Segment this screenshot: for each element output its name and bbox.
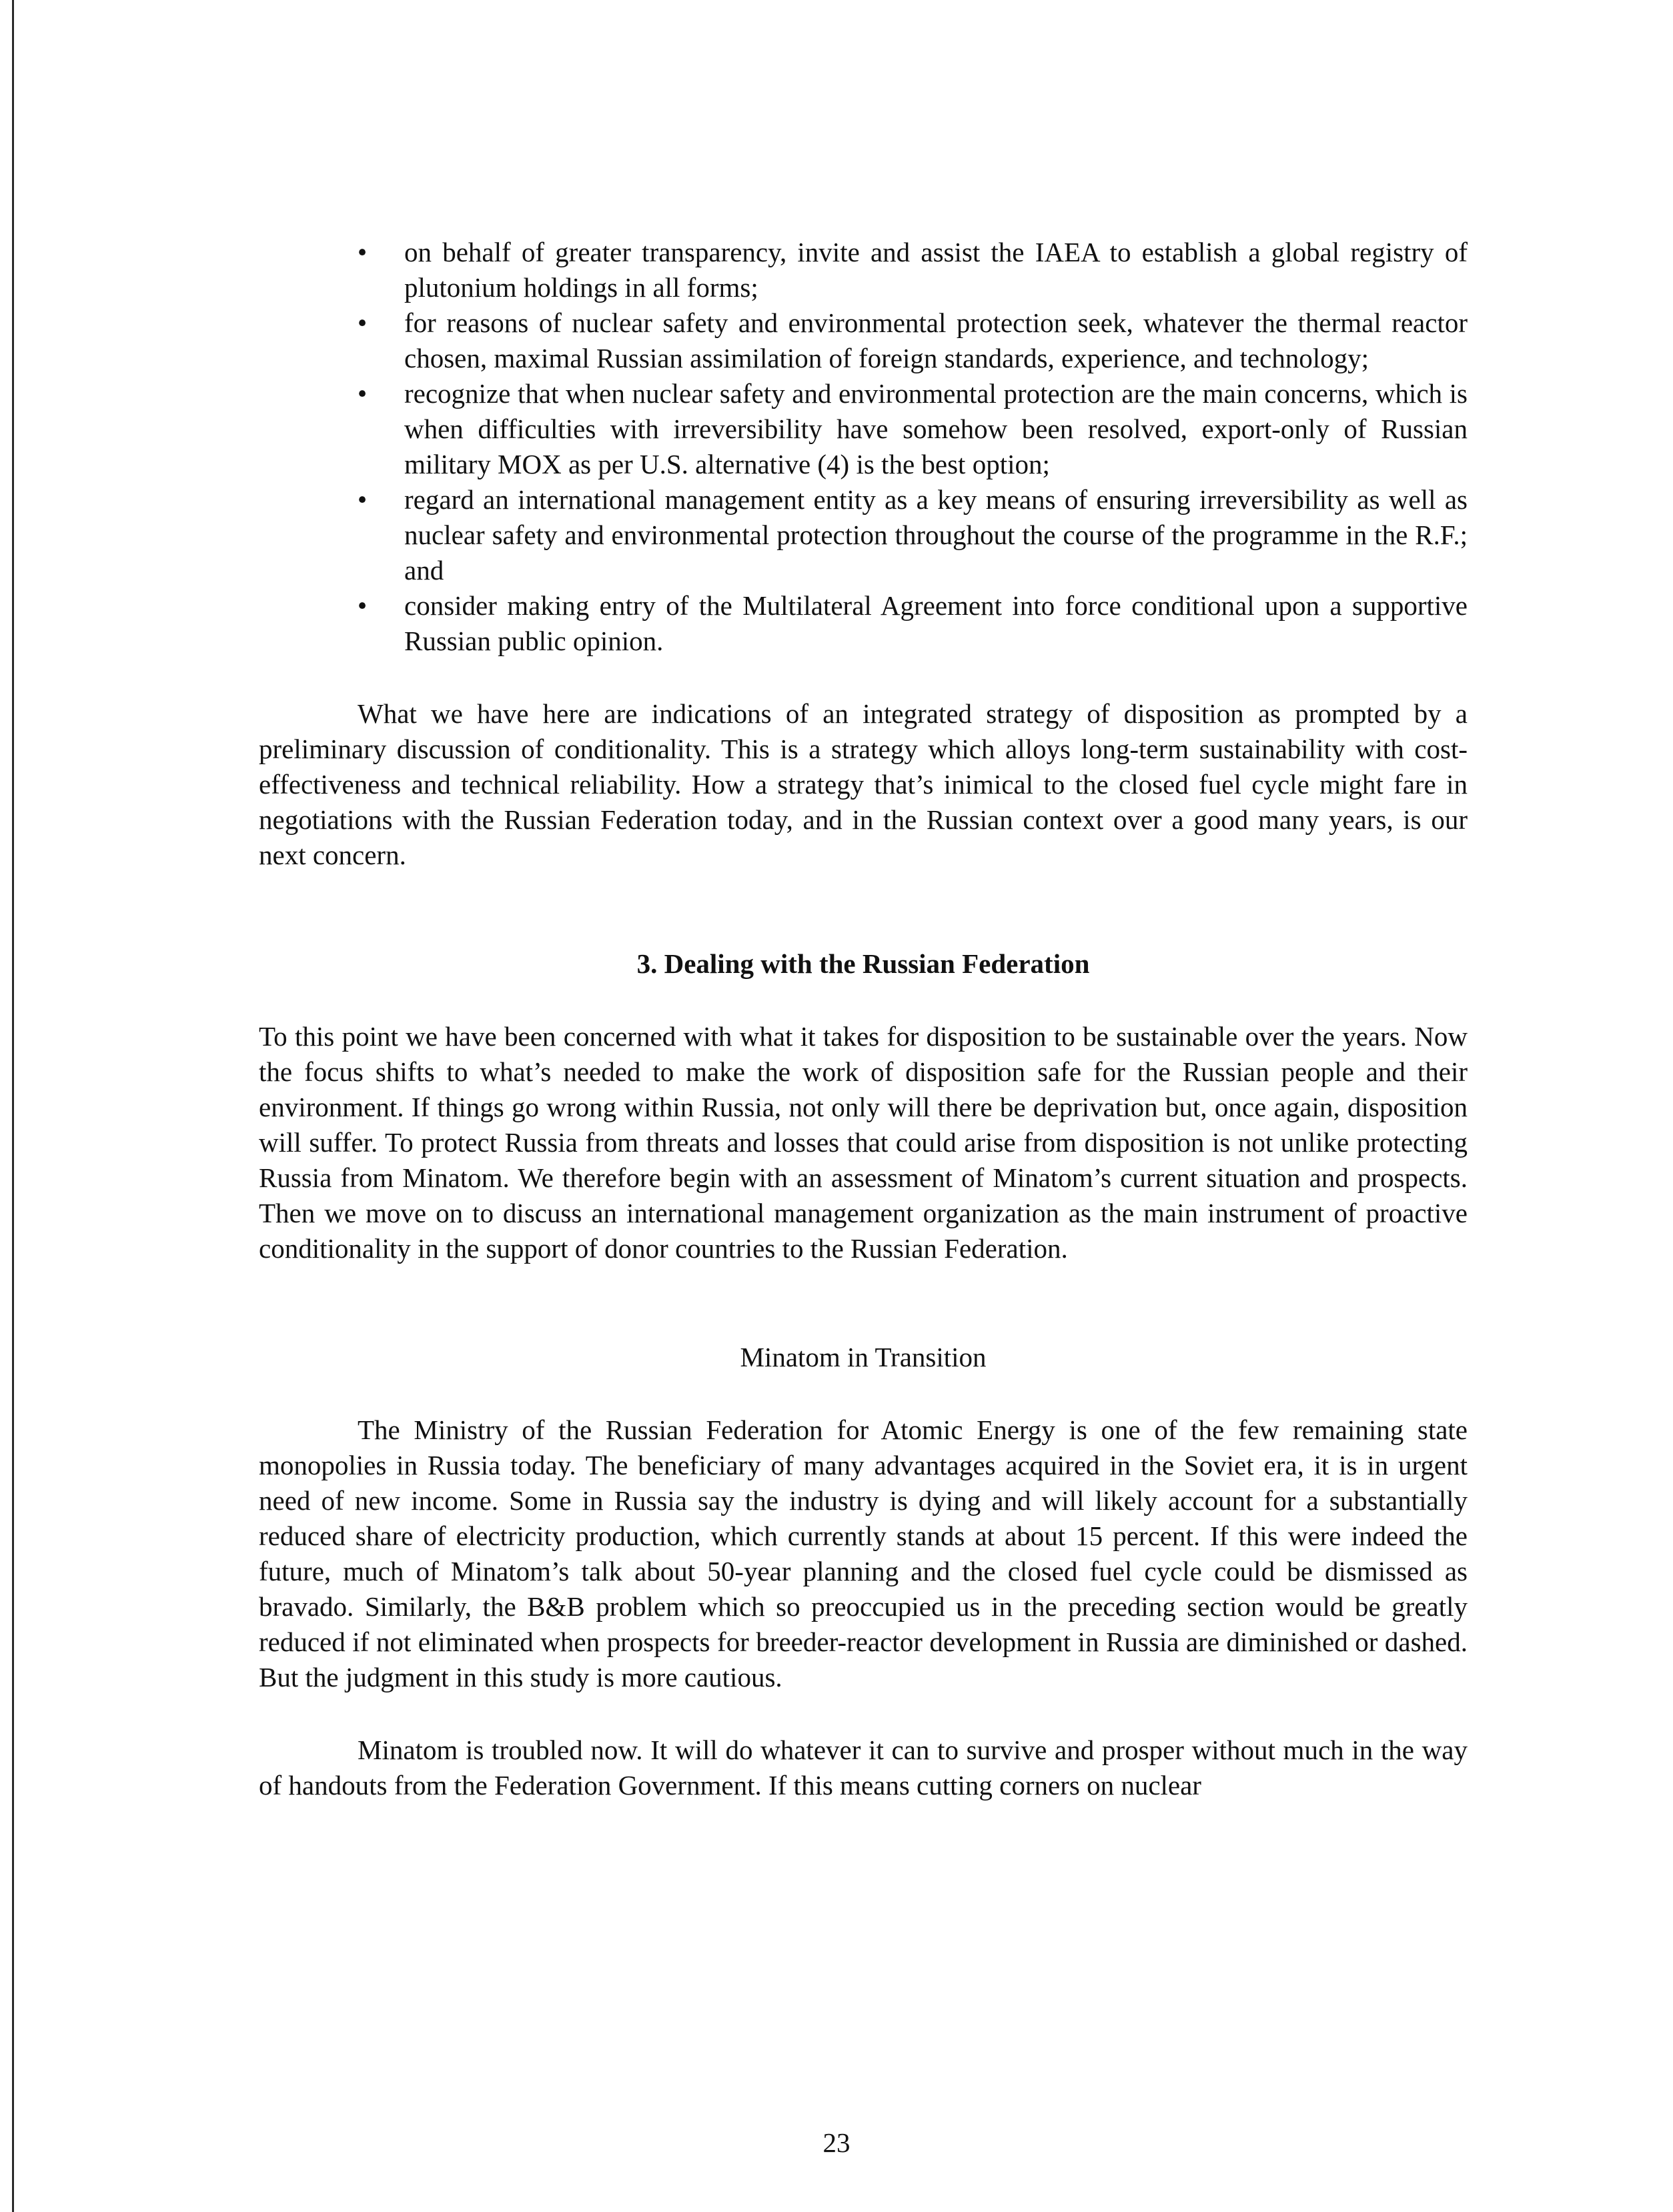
list-item xyxy=(357,305,1468,376)
list-item xyxy=(357,482,1468,588)
bullet-icon: • xyxy=(357,590,368,621)
list-item-text: recognize that when nuclear safety and environmental protection are the main concerns, which is when difficulties with irreversibility have somehow been resolved, export-only of Russian military MOX as per U.S. alternative (4) is the best option; xyxy=(404,378,1468,479)
bullet-icon: • xyxy=(357,237,368,267)
bullet-icon: • xyxy=(357,378,368,409)
minatom-paragraph: The Ministry of the Russian Federation for Atomic Energy is one of the few remaining state monopolies in Russia today. The beneficiary of many advantages acquired in the Soviet era, it is in urgent need of new income. Some in Russia say the industry is dying and will likely account for a substantially reduced share of electricity production, which currently stands at about 15 percent. If this were indeed the future, much of Minatom’s talk about 50-year planning and the closed fuel cycle could be dismissed as bravado. Similarly, the B&B problem which so preoccupied us in the preceding section would be greatly reduced if not eliminated when prospects for breeder-reactor development in Russia are diminished or dashed. But the judgment in this study is more cautious. xyxy=(259,1414,1468,1693)
list-item-text: for reasons of nuclear safety and environmental protection seek, whatever the thermal reactor chosen, maximal Russian assimilation of foreign standards, experience, and technology; xyxy=(404,307,1468,373)
bullet-icon: • xyxy=(357,484,368,515)
section-heading: 3. Dealing with the Russian Federation xyxy=(636,948,1090,979)
list-item xyxy=(357,376,1468,482)
scan-binding-edge xyxy=(12,0,14,2212)
subsection-heading: Minatom in Transition xyxy=(740,1342,987,1372)
list-item xyxy=(357,588,1468,659)
list-item-text: regard an international management entity as a key means of ensuring irreversibility as well as nuclear safety and environmental protection throughout the course of the programme in the R.F.; and xyxy=(404,484,1468,586)
list-item-text: on behalf of greater transparency, invite and assist the IAEA to establish a global registry of plutonium holdings in all forms; xyxy=(404,237,1468,303)
list-item-text: consider making entry of the Multilateral Agreement into force conditional upon a supportive Russian public opinion. xyxy=(404,590,1468,656)
focus-paragraph: To this point we have been concerned with what it takes for disposition to be sustainable over the years. Now the focus shifts to what’s needed to make the work of disposition safe for the Russian people and their environment. If things go wrong within Russia, not only will there be deprivation but, once again, disposition will suffer. To protect Russia from threats and losses that could arise from disposition is not unlike protecting Russia from Minatom. We therefore begin with an assessment of Minatom’s current situation and prospects. Then we move on to discuss an international management organization as the main instrument of proactive conditionality in the support of donor countries to the Russian Federation. xyxy=(259,1021,1468,1264)
page-number: 23 xyxy=(822,2127,851,2158)
recommendation-list xyxy=(259,235,1468,659)
page-body xyxy=(259,235,1468,1803)
minatom-troubled-paragraph: Minatom is troubled now. It will do whatever it can to survive and prosper without much in the way of handouts from the Federation Government. If this means cutting corners on nuclear xyxy=(259,1735,1468,1801)
list-item xyxy=(357,235,1468,305)
bullet-icon: • xyxy=(357,307,368,338)
strategy-paragraph: What we have here are indications of an integrated strategy of disposition as prompted by a preliminary discussion of conditionality. This is a strategy which alloys long-term sustainability with cost-effectiveness and technical reliability. How a strategy that’s inimical to the closed fuel cycle might fare in negotiations with the Russian Federation today, and in the Russian context over a good many years, is our next concern. xyxy=(259,698,1468,870)
